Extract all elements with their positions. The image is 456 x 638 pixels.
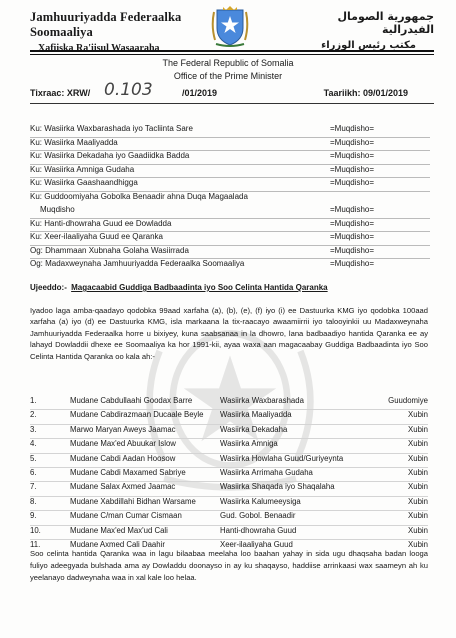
member-row — [30, 497, 428, 511]
header-divider-thin — [30, 54, 434, 55]
member-name: Mudane Axmed Cali Daahir — [70, 539, 165, 549]
recipient-row — [30, 259, 430, 273]
member-name: Mudane Cabdullaahi Goodax Barre — [70, 396, 193, 405]
member-row — [30, 396, 428, 410]
recipient-name: Ku: Wasiirka Dekadaha iyo Gaadiidka Badda — [30, 151, 190, 160]
somali-header-line2: Xafiiska Ra'iisul Wasaaraha — [38, 43, 160, 54]
member-title: Wasiirka Amniga — [220, 439, 278, 449]
member-name: Mudane Xabdillahi Bidhan Warsame — [70, 496, 196, 506]
recipient-name: Ku: Wasiirka Gaashaandhigga — [30, 178, 138, 187]
member-number: 10. — [30, 525, 41, 535]
member-number: 8. — [30, 496, 37, 506]
member-role: Xubin — [408, 453, 428, 463]
recipient-location: =Muqdisho= — [330, 137, 375, 147]
recipient-row — [30, 192, 430, 206]
subject-text: Magacaabid Guddiga Badbaadinta iyo Soo Celinta Hantida Qaranka — [71, 283, 328, 292]
recipient-row — [30, 219, 430, 233]
recipient-name: Ku: Guddoomiyaha Gobolka Benaadir ahna Duqa Magaalada — [30, 191, 248, 201]
reference-handwritten-number: 0.103 — [104, 80, 153, 100]
member-role: Guudomiye — [388, 396, 428, 405]
member-title: Wasiirka Arrimaha Gudaha — [220, 467, 313, 477]
somalia-coat-of-arms-icon — [211, 4, 249, 48]
member-role: Xubin — [408, 525, 428, 535]
recipient-row — [30, 151, 430, 165]
reference-suffix: /01/2019 — [182, 88, 218, 98]
member-name: Mudane Max'ed Max'ud Cali — [70, 525, 168, 535]
arabic-header-line2: مكتب رئيس الوزراء — [321, 40, 416, 51]
member-title: Wasiirka Kalumeeysiga — [220, 496, 301, 506]
member-row — [30, 526, 428, 540]
english-header-line1: The Federal Republic of Somalia — [162, 58, 294, 68]
member-role: Xubin — [408, 482, 428, 492]
member-role: Xubin — [408, 539, 428, 549]
member-number: 7. — [30, 482, 37, 492]
member-row — [30, 482, 428, 496]
reference-row — [30, 80, 408, 102]
member-number: 4. — [30, 439, 37, 449]
recipient-location: =Muqdisho= — [330, 124, 375, 133]
member-title: Wasiirka Maaliyadda — [220, 410, 292, 420]
member-title: Xeer-ilaaliyaha Guud — [220, 539, 293, 549]
member-row — [30, 425, 428, 439]
english-header-line2: Office of the Prime Minister — [173, 71, 283, 81]
reference-divider — [30, 103, 434, 104]
subject-line — [30, 283, 328, 292]
somali-header — [30, 10, 230, 54]
recipient-name: Ku: Hanti-dhowraha Guud ee Dowladda — [30, 218, 172, 228]
member-number: 11. — [30, 539, 41, 549]
member-row — [30, 468, 428, 482]
member-title: Wasiirka Waxbarashada — [220, 396, 304, 405]
member-title: Gud. Gobol. Benaadir — [220, 511, 296, 521]
member-role: Xubin — [408, 424, 428, 434]
member-number: 5. — [30, 453, 37, 463]
member-role: Xubin — [408, 511, 428, 521]
member-title: Wasiirka Dekadaha — [220, 424, 288, 434]
recipient-location: =Muqdisho= — [330, 205, 375, 214]
recipient-row — [30, 124, 430, 138]
committee-members-table — [30, 396, 428, 554]
body-paragraph-1: Iyadoo laga amba-qaadayo qodobka 99aad xarfaha (a), (b), (e), (f) iyo (i) ee Dastuurka KMG iyo qodobka 100aad xarfaha (a) iyo (d) ee Dastuurka KMG, isla markaana la tix-raacayo awaamiirrii iyo talooyinkii uu Madaxweynaha Jamhuuriyadda Federaalka horre u bixiyey, kuna saabsanaa in la dhowro, lana badbaadiyo hantida Qaranka ee ay lahayd Dowladdii dhexe ee Soomaaliya ka hor 1991-kii, ayaa waxa aan magacaabay Guddiga Badbaadinta iyo Soo Celinta Hantida Qaranka oo kala ah:- — [30, 306, 428, 361]
member-number: 3. — [30, 424, 37, 434]
recipient-location: =Muqdisho= — [330, 218, 375, 228]
member-number: 9. — [30, 511, 37, 521]
member-role: Xubin — [408, 439, 428, 449]
member-name: Mudane Salax Axmed Jaamac — [70, 482, 176, 492]
recipient-row — [30, 138, 430, 152]
member-row — [30, 511, 428, 525]
recipient-row — [30, 205, 430, 219]
recipients-list — [30, 124, 430, 273]
arabic-header — [284, 10, 434, 51]
letter-date: Taariikh: 09/01/2019 — [323, 88, 408, 98]
member-row — [30, 439, 428, 453]
member-name: Mudane Cabdi Maxamed Sabriye — [70, 467, 186, 477]
recipient-location: =Muqdisho= — [330, 164, 375, 174]
member-name: Mudane Cabdi Aadan Hoosow — [70, 453, 176, 463]
member-role: Xubin — [408, 410, 428, 420]
recipient-name: Ku: Wasiirka Waxbarashada iyo Tacliinta Sare — [30, 124, 193, 133]
member-name: Mudane C/man Cumar Cismaan — [70, 511, 182, 521]
member-title: Hanti-dhowraha Guud — [220, 525, 297, 535]
somali-header-line1: Jamhuuriyadda Federaalka Soomaaliya — [30, 10, 182, 39]
member-number: 2. — [30, 410, 37, 420]
recipient-location: =Muqdisho= — [330, 232, 375, 241]
header-divider-thick — [30, 50, 434, 52]
member-row — [30, 454, 428, 468]
recipient-row — [30, 178, 430, 192]
recipient-row — [30, 165, 430, 179]
recipient-name: Ku: Wasiirka Amniga Gudaha — [30, 164, 135, 174]
recipient-location: =Muqdisho= — [330, 151, 375, 160]
body-paragraph-2: Soo celinta hantida Qaranka waa in lagu bilaabaa meelaha loo baahan yahay in sida ugu dhaqsaha badan looga fuliyo adeegyada bulshada ama ay Dowladdu doonayso in ay ku shaqayso, haddiise arrinkaasi wax saameyn ah ku yeelanayo dadweynaha waa in xal kale loo helaa. — [30, 549, 428, 582]
member-role: Xubin — [408, 467, 428, 477]
recipient-row — [30, 246, 430, 260]
member-name: Mudane Max'ed Abuukar Islow — [70, 439, 176, 449]
member-role: Xubin — [408, 496, 428, 506]
member-name: Marwo Maryan Aweys Jaamac — [70, 424, 176, 434]
arabic-header-line1: جمهورية الصومال الفيدرالية — [337, 10, 434, 36]
recipient-name: Og: Dhammaan Xubnaha Golaha Wasiirrada — [30, 245, 189, 255]
member-name: Mudane Cabdirazmaan Ducaale Beyle — [70, 410, 204, 420]
recipient-name: Ku: Wasiirka Maaliyadda — [30, 137, 118, 147]
subject-label: Ujeeddo:- — [30, 283, 67, 292]
reference-label: Tixraac: XRW/ — [30, 88, 91, 98]
recipient-name: Muqdisho — [40, 205, 75, 214]
member-title: Wasiirka Shaqada iyo Shaqalaha — [220, 482, 335, 492]
recipient-location: =Muqdisho= — [330, 178, 375, 187]
recipient-name: Ku: Xeer-ilaaliyaha Guud ee Qaranka — [30, 232, 163, 241]
recipient-row — [30, 232, 430, 246]
recipient-location: =Muqdisho= — [330, 259, 375, 268]
member-number: 1. — [30, 396, 37, 405]
member-row — [30, 410, 428, 424]
recipient-location: =Muqdisho= — [330, 245, 375, 255]
member-number: 6. — [30, 467, 37, 477]
recipient-name: Og: Madaxweynaha Jamhuuriyadda Federaalka Soomaaliya — [30, 259, 245, 268]
member-title: Wasiirka Howlaha Guud/Guriyeynta — [220, 453, 344, 463]
